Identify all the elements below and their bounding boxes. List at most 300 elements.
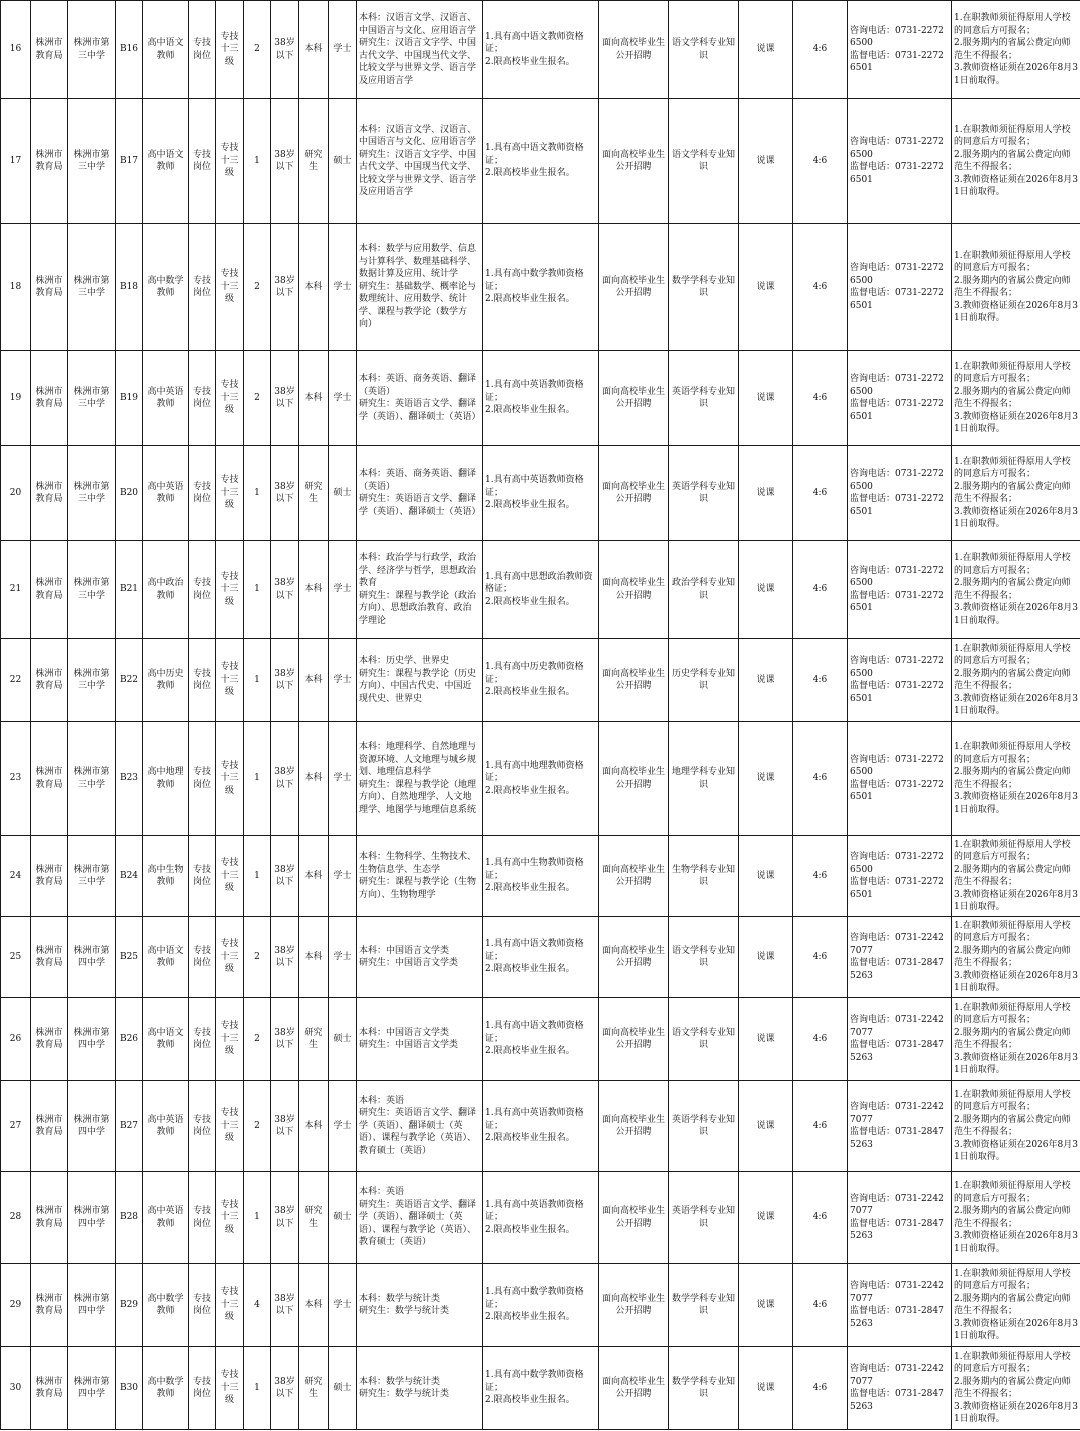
- cell-written-exam: 英语学科专业知识: [669, 351, 739, 446]
- cell-recruit-method: 面向高校毕业生公开招聘: [599, 351, 669, 446]
- cell-notes: 1.在职教师须征得原用人学校的同意后方可报名； 2.服务期内的省属公费定向师范生不得报名； 3.教师资格证须在2026年8月31日前取得。: [952, 722, 1080, 836]
- cell-index: 25: [1, 917, 31, 998]
- cell-education: 本科: [299, 722, 329, 836]
- cell-recruit-method: 面向高校毕业生公开招聘: [599, 1081, 669, 1172]
- cell-major: 本科：英语、商务英语、翻译（英语） 研究生：英语语言文学、翻译学（英语）、翻译硕士（英语）: [357, 351, 483, 446]
- cell-index: 16: [1, 1, 31, 99]
- cell-education: 研究生: [299, 1347, 329, 1430]
- cell-education: 本科: [299, 836, 329, 917]
- cell-employer: 株洲市第四中学: [68, 1347, 116, 1430]
- cell-post-code: B22: [116, 639, 143, 722]
- cell-employer: 株洲市第三中学: [68, 639, 116, 722]
- cell-employer: 株洲市第四中学: [68, 1172, 116, 1264]
- cell-headcount: 1: [244, 446, 271, 541]
- cell-headcount: 1: [244, 1347, 271, 1430]
- cell-age-limit: 38岁以下: [271, 1, 299, 99]
- cell-age-limit: 38岁以下: [271, 1347, 299, 1430]
- cell-index: 21: [1, 541, 31, 639]
- cell-contact: 咨询电话：0731-22427077 监督电话：0731-28475263: [848, 998, 952, 1081]
- cell-post-code: B25: [116, 917, 143, 998]
- cell-post-type: 专技岗位: [189, 917, 216, 998]
- cell-written-exam: 历史学科专业知识: [669, 639, 739, 722]
- cell-interview-form: 说课: [739, 722, 793, 836]
- cell-department: 株洲市教育局: [31, 722, 68, 836]
- cell-score-ratio: 4:6: [793, 541, 848, 639]
- cell-employer: 株洲市第三中学: [68, 224, 116, 351]
- table-row: [1, 998, 1080, 1081]
- cell-notes: 1.在职教师须征得原用人学校的同意后方可报名； 2.服务期内的省属公费定向师范生不得报名； 3.教师资格证须在2026年8月31日前取得。: [952, 99, 1080, 224]
- table-body: [1, 1, 1080, 1430]
- cell-recruit-method: 面向高校毕业生公开招聘: [599, 541, 669, 639]
- cell-post-code: B23: [116, 722, 143, 836]
- cell-interview-form: 说课: [739, 446, 793, 541]
- cell-requirements: 1.具有高中生物教师资格证； 2.限高校毕业生报名。: [483, 836, 599, 917]
- cell-contact: 咨询电话：0731-22427077 监督电话：0731-28475263: [848, 1264, 952, 1347]
- cell-employer: 株洲市第三中学: [68, 1, 116, 99]
- cell-recruit-method: 面向高校毕业生公开招聘: [599, 722, 669, 836]
- cell-post-code: B21: [116, 541, 143, 639]
- cell-employer: 株洲市第三中学: [68, 446, 116, 541]
- table-row: [1, 1, 1080, 99]
- cell-headcount: 1: [244, 1172, 271, 1264]
- cell-department: 株洲市教育局: [31, 541, 68, 639]
- cell-index: 18: [1, 224, 31, 351]
- cell-recruit-method: 面向高校毕业生公开招聘: [599, 1347, 669, 1430]
- cell-age-limit: 38岁以下: [271, 639, 299, 722]
- cell-contact: 咨询电话：0731-22427077 监督电话：0731-28475263: [848, 1347, 952, 1430]
- cell-major: 本科：政治学与行政学，政治学、经济学与哲学，思想政治教育 研究生：课程与教学论（政治方向）、思想政治教育、政治学理论: [357, 541, 483, 639]
- cell-notes: 1.在职教师须征得原用人学校的同意后方可报名； 2.服务期内的省属公费定向师范生不得报名； 3.教师资格证须在2026年8月31日前取得。: [952, 639, 1080, 722]
- cell-headcount: 2: [244, 917, 271, 998]
- cell-employer: 株洲市第三中学: [68, 722, 116, 836]
- cell-education: 研究生: [299, 998, 329, 1081]
- cell-degree: 硕士: [329, 998, 357, 1081]
- cell-notes: 1.在职教师须征得原用人学校的同意后方可报名； 2.服务期内的省属公费定向师范生不得报名； 3.教师资格证须在2026年8月31日前取得。: [952, 1, 1080, 99]
- cell-notes: 1.在职教师须征得原用人学校的同意后方可报名； 2.服务期内的省属公费定向师范生不得报名； 3.教师资格证须在2026年8月31日前取得。: [952, 836, 1080, 917]
- cell-contact: 咨询电话：0731-22726500 监督电话：0731-22726501: [848, 541, 952, 639]
- cell-post-code: B18: [116, 224, 143, 351]
- cell-requirements: 1.具有高中英语教师资格证； 2.限高校毕业生报名。: [483, 1081, 599, 1172]
- cell-post-grade: 专技十三级: [216, 1172, 244, 1264]
- cell-department: 株洲市教育局: [31, 1172, 68, 1264]
- cell-major: 本科：英语、商务英语、翻译（英语） 研究生：英语语言文学、翻译学（英语）、翻译硕士（英语）: [357, 446, 483, 541]
- cell-contact: 咨询电话：0731-22726500 监督电话：0731-22726501: [848, 446, 952, 541]
- cell-degree: 学士: [329, 1264, 357, 1347]
- cell-recruit-method: 面向高校毕业生公开招聘: [599, 224, 669, 351]
- cell-notes: 1.在职教师须征得原用人学校的同意后方可报名； 2.服务期内的省属公费定向师范生不得报名； 3.教师资格证须在2026年8月31日前取得。: [952, 351, 1080, 446]
- cell-age-limit: 38岁以下: [271, 224, 299, 351]
- cell-interview-form: 说课: [739, 541, 793, 639]
- cell-headcount: 2: [244, 224, 271, 351]
- cell-post-name: 高中政治教师: [143, 541, 189, 639]
- cell-post-type: 专技岗位: [189, 1, 216, 99]
- cell-department: 株洲市教育局: [31, 836, 68, 917]
- cell-written-exam: 语文学科专业知识: [669, 1, 739, 99]
- cell-major: 本科：中国语言文学类 研究生：中国语言文学类: [357, 998, 483, 1081]
- cell-written-exam: 生物学科专业知识: [669, 836, 739, 917]
- cell-degree: 学士: [329, 836, 357, 917]
- table-row: [1, 1081, 1080, 1172]
- cell-employer: 株洲市第三中学: [68, 99, 116, 224]
- table-row: [1, 351, 1080, 446]
- cell-post-grade: 专技十三级: [216, 917, 244, 998]
- cell-post-name: 高中生物教师: [143, 836, 189, 917]
- cell-requirements: 1.具有高中数学教师资格证； 2.限高校毕业生报名。: [483, 224, 599, 351]
- cell-index: 27: [1, 1081, 31, 1172]
- cell-recruit-method: 面向高校毕业生公开招聘: [599, 99, 669, 224]
- cell-written-exam: 语文学科专业知识: [669, 917, 739, 998]
- cell-age-limit: 38岁以下: [271, 836, 299, 917]
- cell-interview-form: 说课: [739, 1172, 793, 1264]
- cell-written-exam: 数学学科专业知识: [669, 1347, 739, 1430]
- cell-score-ratio: 4:6: [793, 836, 848, 917]
- cell-score-ratio: 4:6: [793, 1347, 848, 1430]
- table-row: [1, 836, 1080, 917]
- cell-major: 本科：汉语言文学、汉语言、中国语言与文化、应用语言学 研究生：汉语言文字学、中国古代文学、中国现当代文学、比较文学与世界文学、语言学及应用语言学: [357, 1, 483, 99]
- cell-requirements: 1.具有高中思想政治教师资格证； 2.限高校毕业生报名。: [483, 541, 599, 639]
- cell-notes: 1.在职教师须征得原用人学校的同意后方可报名； 2.服务期内的省属公费定向师范生不得报名； 3.教师资格证须在2026年8月31日前取得。: [952, 224, 1080, 351]
- cell-post-grade: 专技十三级: [216, 1347, 244, 1430]
- table-row: [1, 917, 1080, 998]
- cell-written-exam: 地理学科专业知识: [669, 722, 739, 836]
- cell-requirements: 1.具有高中语文教师资格证； 2.限高校毕业生报名。: [483, 1, 599, 99]
- cell-post-grade: 专技十三级: [216, 722, 244, 836]
- cell-education: 本科: [299, 1, 329, 99]
- cell-education: 本科: [299, 1081, 329, 1172]
- cell-post-code: B20: [116, 446, 143, 541]
- cell-post-name: 高中地理教师: [143, 722, 189, 836]
- cell-headcount: 2: [244, 998, 271, 1081]
- table-row: [1, 541, 1080, 639]
- cell-recruit-method: 面向高校毕业生公开招聘: [599, 446, 669, 541]
- cell-major: 本科：英语 研究生：英语语言文学、翻译学（英语）、翻译硕士（英语）、课程与教学论（英语）、教育硕士（英语）: [357, 1172, 483, 1264]
- cell-post-code: B17: [116, 99, 143, 224]
- cell-department: 株洲市教育局: [31, 446, 68, 541]
- cell-post-type: 专技岗位: [189, 639, 216, 722]
- cell-score-ratio: 4:6: [793, 1264, 848, 1347]
- cell-interview-form: 说课: [739, 1264, 793, 1347]
- cell-score-ratio: 4:6: [793, 1172, 848, 1264]
- cell-recruit-method: 面向高校毕业生公开招聘: [599, 1172, 669, 1264]
- cell-age-limit: 38岁以下: [271, 1172, 299, 1264]
- table-row: [1, 446, 1080, 541]
- cell-department: 株洲市教育局: [31, 917, 68, 998]
- cell-notes: 1.在职教师须征得原用人学校的同意后方可报名； 2.服务期内的省属公费定向师范生不得报名； 3.教师资格证须在2026年8月31日前取得。: [952, 446, 1080, 541]
- cell-department: 株洲市教育局: [31, 998, 68, 1081]
- cell-age-limit: 38岁以下: [271, 1264, 299, 1347]
- cell-index: 17: [1, 99, 31, 224]
- cell-score-ratio: 4:6: [793, 639, 848, 722]
- cell-index: 20: [1, 446, 31, 541]
- cell-written-exam: 政治学科专业知识: [669, 541, 739, 639]
- cell-written-exam: 语文学科专业知识: [669, 998, 739, 1081]
- cell-age-limit: 38岁以下: [271, 722, 299, 836]
- cell-post-code: B27: [116, 1081, 143, 1172]
- table-row: [1, 722, 1080, 836]
- table-row: [1, 639, 1080, 722]
- cell-post-name: 高中语文教师: [143, 917, 189, 998]
- cell-post-code: B16: [116, 1, 143, 99]
- cell-requirements: 1.具有高中地理教师资格证； 2.限高校毕业生报名。: [483, 722, 599, 836]
- cell-age-limit: 38岁以下: [271, 998, 299, 1081]
- cell-age-limit: 38岁以下: [271, 351, 299, 446]
- cell-requirements: 1.具有高中语文教师资格证； 2.限高校毕业生报名。: [483, 917, 599, 998]
- cell-degree: 硕士: [329, 1172, 357, 1264]
- cell-interview-form: 说课: [739, 1347, 793, 1430]
- cell-interview-form: 说课: [739, 639, 793, 722]
- cell-department: 株洲市教育局: [31, 1264, 68, 1347]
- cell-post-name: 高中历史教师: [143, 639, 189, 722]
- cell-written-exam: 英语学科专业知识: [669, 446, 739, 541]
- cell-degree: 学士: [329, 224, 357, 351]
- cell-post-grade: 专技十三级: [216, 1264, 244, 1347]
- cell-post-grade: 专技十三级: [216, 351, 244, 446]
- cell-recruit-method: 面向高校毕业生公开招聘: [599, 917, 669, 998]
- cell-employer: 株洲市第四中学: [68, 998, 116, 1081]
- cell-contact: 咨询电话：0731-22726500 监督电话：0731-22726501: [848, 351, 952, 446]
- cell-post-name: 高中英语教师: [143, 351, 189, 446]
- cell-employer: 株洲市第四中学: [68, 1081, 116, 1172]
- cell-department: 株洲市教育局: [31, 1081, 68, 1172]
- cell-degree: 硕士: [329, 1347, 357, 1430]
- cell-post-type: 专技岗位: [189, 998, 216, 1081]
- cell-score-ratio: 4:6: [793, 1081, 848, 1172]
- cell-headcount: 2: [244, 351, 271, 446]
- cell-major: 本科：数学与应用数学、信息与计算科学、数理基础科学、数据计算及应用、统计学 研究生：基础数学、概率论与数理统计、应用数学、统计学、课程与教学论（数学方向）: [357, 224, 483, 351]
- cell-score-ratio: 4:6: [793, 998, 848, 1081]
- cell-requirements: 1.具有高中语文教师资格证； 2.限高校毕业生报名。: [483, 998, 599, 1081]
- cell-education: 本科: [299, 1264, 329, 1347]
- cell-written-exam: 语文学科专业知识: [669, 99, 739, 224]
- cell-post-code: B29: [116, 1264, 143, 1347]
- cell-education: 本科: [299, 224, 329, 351]
- cell-notes: 1.在职教师须征得原用人学校的同意后方可报名； 2.服务期内的省属公费定向师范生不得报名； 3.教师资格证须在2026年8月31日前取得。: [952, 1264, 1080, 1347]
- cell-post-grade: 专技十三级: [216, 1, 244, 99]
- cell-degree: 学士: [329, 639, 357, 722]
- cell-headcount: 1: [244, 99, 271, 224]
- cell-requirements: 1.具有高中英语教师资格证； 2.限高校毕业生报名。: [483, 1172, 599, 1264]
- cell-notes: 1.在职教师须征得原用人学校的同意后方可报名； 2.服务期内的省属公费定向师范生不得报名； 3.教师资格证须在2026年8月31日前取得。: [952, 1081, 1080, 1172]
- cell-requirements: 1.具有高中英语教师资格证； 2.限高校毕业生报名。: [483, 446, 599, 541]
- cell-post-type: 专技岗位: [189, 351, 216, 446]
- cell-notes: 1.在职教师须征得原用人学校的同意后方可报名； 2.服务期内的省属公费定向师范生不得报名； 3.教师资格证须在2026年8月31日前取得。: [952, 998, 1080, 1081]
- cell-contact: 咨询电话：0731-22726500 监督电话：0731-22726501: [848, 224, 952, 351]
- cell-employer: 株洲市第四中学: [68, 917, 116, 998]
- cell-department: 株洲市教育局: [31, 639, 68, 722]
- cell-recruit-method: 面向高校毕业生公开招聘: [599, 639, 669, 722]
- cell-major: 本科：生物科学、生物技术、生物信息学、生态学 研究生：课程与教学论（生物方向）、生物物理学: [357, 836, 483, 917]
- cell-post-grade: 专技十三级: [216, 998, 244, 1081]
- cell-age-limit: 38岁以下: [271, 446, 299, 541]
- cell-employer: 株洲市第四中学: [68, 1264, 116, 1347]
- cell-headcount: 1: [244, 639, 271, 722]
- cell-headcount: 1: [244, 836, 271, 917]
- cell-score-ratio: 4:6: [793, 99, 848, 224]
- cell-interview-form: 说课: [739, 99, 793, 224]
- cell-post-grade: 专技十三级: [216, 1081, 244, 1172]
- cell-major: 本科：汉语言文学、汉语言、中国语言与文化、应用语言学 研究生：汉语言文字学、中国古代文学、中国现当代文学、比较文学与世界文学、语言学及应用语言学: [357, 99, 483, 224]
- cell-age-limit: 38岁以下: [271, 541, 299, 639]
- cell-written-exam: 数学学科专业知识: [669, 224, 739, 351]
- cell-degree: 硕士: [329, 446, 357, 541]
- cell-score-ratio: 4:6: [793, 917, 848, 998]
- cell-post-name: 高中语文教师: [143, 998, 189, 1081]
- cell-department: 株洲市教育局: [31, 351, 68, 446]
- cell-degree: 学士: [329, 541, 357, 639]
- cell-post-type: 专技岗位: [189, 224, 216, 351]
- cell-employer: 株洲市第三中学: [68, 541, 116, 639]
- cell-interview-form: 说课: [739, 917, 793, 998]
- cell-education: 研究生: [299, 99, 329, 224]
- cell-department: 株洲市教育局: [31, 1, 68, 99]
- cell-index: 26: [1, 998, 31, 1081]
- cell-post-name: 高中英语教师: [143, 1081, 189, 1172]
- cell-score-ratio: 4:6: [793, 722, 848, 836]
- cell-age-limit: 38岁以下: [271, 1081, 299, 1172]
- cell-requirements: 1.具有高中数学教师资格证； 2.限高校毕业生报名。: [483, 1264, 599, 1347]
- cell-degree: 学士: [329, 917, 357, 998]
- cell-degree: 学士: [329, 351, 357, 446]
- cell-notes: 1.在职教师须征得原用人学校的同意后方可报名； 2.服务期内的省属公费定向师范生不得报名； 3.教师资格证须在2026年8月31日前取得。: [952, 917, 1080, 998]
- cell-contact: 咨询电话：0731-22726500 监督电话：0731-22726501: [848, 836, 952, 917]
- cell-education: 本科: [299, 351, 329, 446]
- cell-post-grade: 专技十三级: [216, 541, 244, 639]
- cell-headcount: 2: [244, 1, 271, 99]
- cell-post-name: 高中数学教师: [143, 224, 189, 351]
- cell-written-exam: 数学学科专业知识: [669, 1264, 739, 1347]
- cell-department: 株洲市教育局: [31, 99, 68, 224]
- table-row: [1, 1347, 1080, 1430]
- cell-post-code: B19: [116, 351, 143, 446]
- cell-notes: 1.在职教师须征得原用人学校的同意后方可报名； 2.服务期内的省属公费定向师范生不得报名； 3.教师资格证须在2026年8月31日前取得。: [952, 1172, 1080, 1264]
- cell-post-grade: 专技十三级: [216, 224, 244, 351]
- cell-notes: 1.在职教师须征得原用人学校的同意后方可报名； 2.服务期内的省属公费定向师范生不得报名； 3.教师资格证须在2026年8月31日前取得。: [952, 1347, 1080, 1430]
- cell-contact: 咨询电话：0731-22726500 监督电话：0731-22726501: [848, 1, 952, 99]
- cell-post-name: 高中语文教师: [143, 1, 189, 99]
- cell-post-name: 高中数学教师: [143, 1347, 189, 1430]
- cell-education: 研究生: [299, 446, 329, 541]
- cell-score-ratio: 4:6: [793, 446, 848, 541]
- cell-post-name: 高中数学教师: [143, 1264, 189, 1347]
- cell-major: 本科：地理科学、自然地理与资源环境、人文地理与城乡规划、地理信息科学 研究生：课程与教学论（地理方向）、自然地理学、人文地理学、地图学与地理信息系统: [357, 722, 483, 836]
- cell-post-grade: 专技十三级: [216, 639, 244, 722]
- cell-contact: 咨询电话：0731-22427077 监督电话：0731-28475263: [848, 1172, 952, 1264]
- cell-degree: 硕士: [329, 99, 357, 224]
- cell-headcount: 1: [244, 722, 271, 836]
- cell-headcount: 4: [244, 1264, 271, 1347]
- cell-department: 株洲市教育局: [31, 1347, 68, 1430]
- cell-index: 30: [1, 1347, 31, 1430]
- cell-education: 研究生: [299, 1172, 329, 1264]
- cell-interview-form: 说课: [739, 836, 793, 917]
- cell-degree: 学士: [329, 1081, 357, 1172]
- cell-recruit-method: 面向高校毕业生公开招聘: [599, 1264, 669, 1347]
- cell-post-code: B28: [116, 1172, 143, 1264]
- cell-index: 23: [1, 722, 31, 836]
- cell-post-grade: 专技十三级: [216, 99, 244, 224]
- cell-headcount: 2: [244, 1081, 271, 1172]
- cell-post-type: 专技岗位: [189, 1264, 216, 1347]
- cell-interview-form: 说课: [739, 351, 793, 446]
- cell-recruit-method: 面向高校毕业生公开招聘: [599, 998, 669, 1081]
- cell-post-code: B30: [116, 1347, 143, 1430]
- cell-post-code: B26: [116, 998, 143, 1081]
- cell-index: 29: [1, 1264, 31, 1347]
- cell-index: 19: [1, 351, 31, 446]
- cell-employer: 株洲市第三中学: [68, 836, 116, 917]
- cell-score-ratio: 4:6: [793, 1, 848, 99]
- cell-index: 24: [1, 836, 31, 917]
- cell-contact: 咨询电话：0731-22726500 监督电话：0731-22726501: [848, 99, 952, 224]
- cell-major: 本科：历史学、世界史 研究生：课程与教学论（历史方向）、中国古代史、中国近现代史、世界史: [357, 639, 483, 722]
- cell-written-exam: 英语学科专业知识: [669, 1081, 739, 1172]
- cell-notes: 1.在职教师须征得原用人学校的同意后方可报名； 2.服务期内的省属公费定向师范生不得报名； 3.教师资格证须在2026年8月31日前取得。: [952, 541, 1080, 639]
- table-row: [1, 1264, 1080, 1347]
- cell-post-name: 高中语文教师: [143, 99, 189, 224]
- cell-score-ratio: 4:6: [793, 224, 848, 351]
- cell-major: 本科：数学与统计类 研究生：数学与统计类: [357, 1264, 483, 1347]
- cell-post-type: 专技岗位: [189, 722, 216, 836]
- cell-degree: 学士: [329, 1, 357, 99]
- cell-employer: 株洲市第三中学: [68, 351, 116, 446]
- table-row: [1, 1172, 1080, 1264]
- table-row: [1, 99, 1080, 224]
- cell-requirements: 1.具有高中英语教师资格证； 2.限高校毕业生报名。: [483, 351, 599, 446]
- cell-written-exam: 英语学科专业知识: [669, 1172, 739, 1264]
- cell-education: 本科: [299, 917, 329, 998]
- cell-major: 本科：数学与统计类 研究生：数学与统计类: [357, 1347, 483, 1430]
- cell-education: 本科: [299, 639, 329, 722]
- cell-degree: 学士: [329, 722, 357, 836]
- cell-post-type: 专技岗位: [189, 446, 216, 541]
- cell-requirements: 1.具有高中历史教师资格证； 2.限高校毕业生报名。: [483, 639, 599, 722]
- cell-contact: 咨询电话：0731-22726500 监督电话：0731-22726501: [848, 639, 952, 722]
- cell-score-ratio: 4:6: [793, 351, 848, 446]
- cell-post-type: 专技岗位: [189, 836, 216, 917]
- cell-contact: 咨询电话：0731-22427077 监督电话：0731-28475263: [848, 917, 952, 998]
- cell-headcount: 1: [244, 541, 271, 639]
- cell-index: 28: [1, 1172, 31, 1264]
- cell-post-code: B24: [116, 836, 143, 917]
- cell-post-name: 高中英语教师: [143, 1172, 189, 1264]
- cell-interview-form: 说课: [739, 1, 793, 99]
- cell-post-grade: 专技十三级: [216, 446, 244, 541]
- cell-index: 22: [1, 639, 31, 722]
- cell-interview-form: 说课: [739, 998, 793, 1081]
- cell-interview-form: 说课: [739, 1081, 793, 1172]
- cell-post-type: 专技岗位: [189, 1081, 216, 1172]
- cell-major: 本科：英语 研究生：英语语言文学、翻译学（英语）、翻译硕士（英语）、课程与教学论（英语）、教育硕士（英语）: [357, 1081, 483, 1172]
- cell-requirements: 1.具有高中数学教师资格证； 2.限高校毕业生报名。: [483, 1347, 599, 1430]
- cell-post-type: 专技岗位: [189, 541, 216, 639]
- cell-recruit-method: 面向高校毕业生公开招聘: [599, 1, 669, 99]
- cell-requirements: 1.具有高中语文教师资格证； 2.限高校毕业生报名。: [483, 99, 599, 224]
- cell-post-type: 专技岗位: [189, 99, 216, 224]
- cell-contact: 咨询电话：0731-22726500 监督电话：0731-22726501: [848, 722, 952, 836]
- cell-post-type: 专技岗位: [189, 1347, 216, 1430]
- cell-age-limit: 38岁以下: [271, 917, 299, 998]
- cell-interview-form: 说课: [739, 224, 793, 351]
- cell-post-name: 高中英语教师: [143, 446, 189, 541]
- cell-post-grade: 专技十三级: [216, 836, 244, 917]
- table-row: [1, 224, 1080, 351]
- cell-recruit-method: 面向高校毕业生公开招聘: [599, 836, 669, 917]
- cell-age-limit: 38岁以下: [271, 99, 299, 224]
- cell-post-type: 专技岗位: [189, 1172, 216, 1264]
- cell-department: 株洲市教育局: [31, 224, 68, 351]
- cell-education: 本科: [299, 541, 329, 639]
- cell-contact: 咨询电话：0731-22427077 监督电话：0731-28475263: [848, 1081, 952, 1172]
